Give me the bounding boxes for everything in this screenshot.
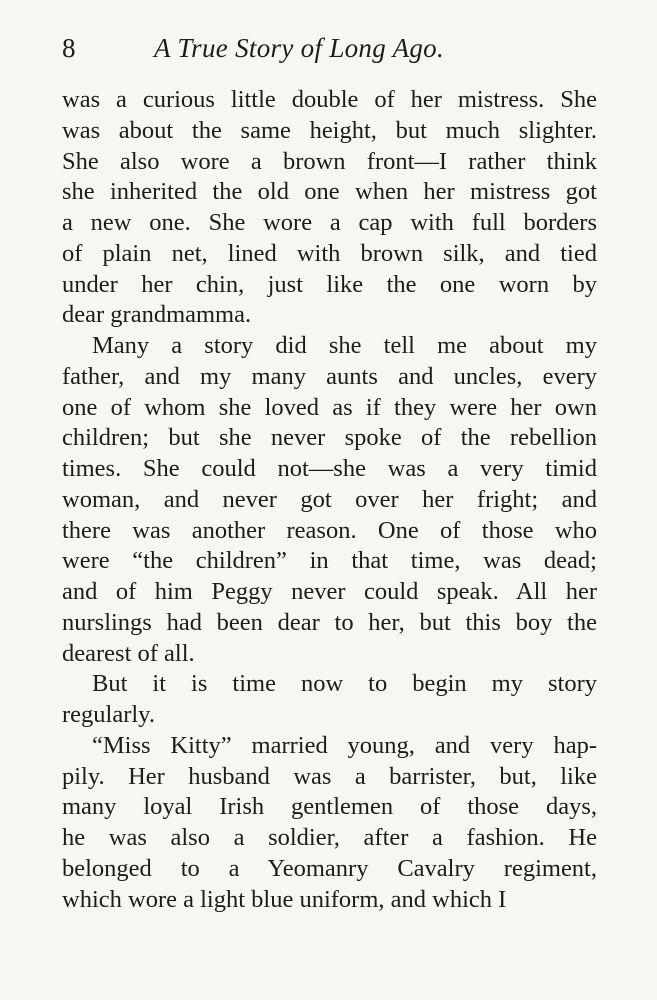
text-line: dearest of all. (62, 639, 195, 667)
text-line: one of whom she loved as if they were her own (62, 393, 597, 421)
paragraph (62, 331, 597, 669)
text-line: times. She could not—she was a very timid (62, 455, 597, 482)
text-line: pily. Her husband was a barrister, but, like (62, 762, 597, 790)
text-line: and of him Peggy never could speak. All her (62, 578, 597, 605)
text-line: But it is time now to begin my story (92, 670, 597, 698)
text-line: were “the children” in that time, was dead; (62, 547, 597, 575)
text-line: dear grandmamma. (62, 301, 252, 329)
text-line: which wore a light blue uniform, and which I (62, 885, 507, 913)
text-line: was about the same height, but much slighter. (62, 116, 597, 144)
text-line: under her chin, just like the one worn by (62, 270, 597, 298)
text-line: She also wore a brown front—I rather think (62, 147, 597, 175)
paragraph (62, 669, 597, 731)
text-line: nurslings had been dear to her, but this boy the (62, 608, 597, 636)
text-line: of plain net, lined with brown silk, and tied (62, 239, 597, 267)
text-line: there was another reason. One of those who (62, 516, 597, 544)
text-line: he was also a soldier, after a fashion. He (62, 824, 597, 851)
page-number: 8 (62, 33, 76, 63)
paragraph (62, 85, 597, 331)
text-line: many loyal Irish gentlemen of those days, (62, 793, 597, 821)
text-line: a new one. She wore a cap with full borders (62, 209, 597, 236)
text-line: she inherited the old one when her mistress got (62, 178, 597, 206)
page-header (62, 30, 602, 70)
running-title: A True Story of Long Ago. (154, 33, 445, 63)
text-line: Many a story did she tell me about my (92, 332, 597, 359)
text-line: woman, and never got over her fright; and (62, 485, 597, 513)
text-line: regularly. (62, 701, 155, 728)
text-line: children; but she never spoke of the rebellion (62, 424, 597, 452)
text-line: father, and my many aunts and uncles, every (62, 362, 597, 390)
paragraph (62, 731, 597, 916)
body-text (62, 85, 597, 915)
text-line: was a curious little double of her mistress. She (62, 86, 597, 113)
text-line: belonged to a Yeomanry Cavalry regiment, (62, 854, 597, 882)
text-line: “Miss Kitty” married young, and very hap- (92, 731, 597, 759)
